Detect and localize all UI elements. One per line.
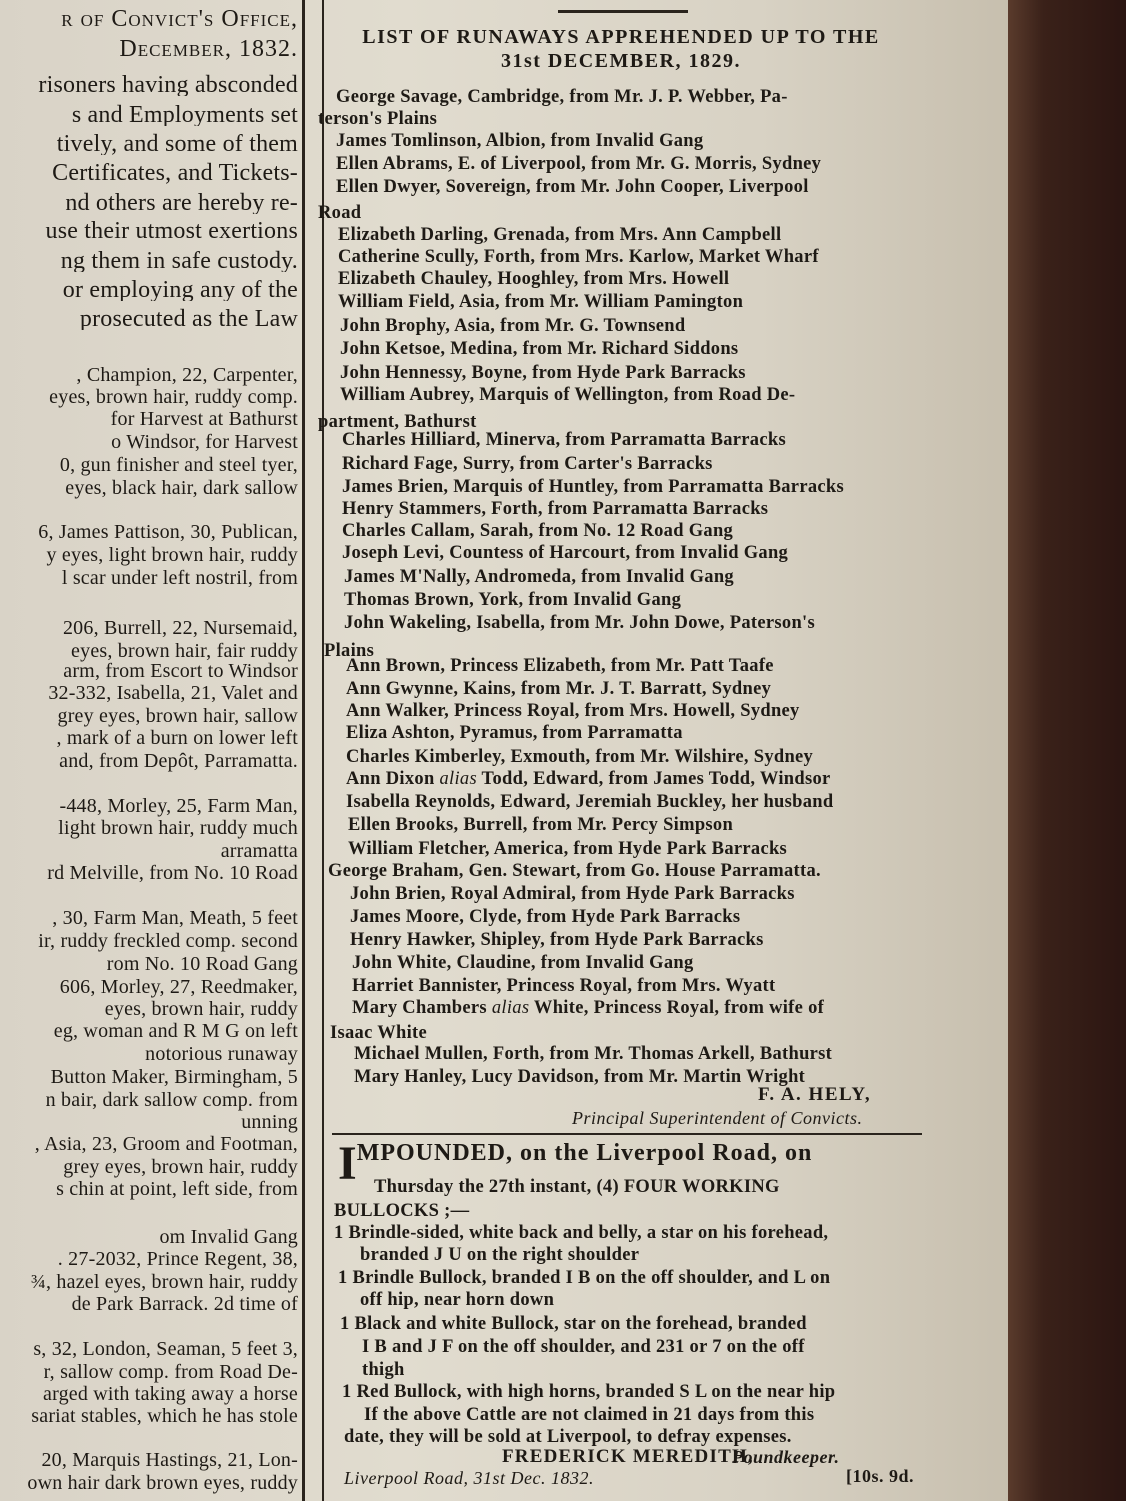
left-column-line: 0, gun finisher and steel tyer, (59, 454, 298, 476)
runaway-entry: Ann Walker, Princess Royal, from Mrs. Howell, Sydney (346, 701, 800, 721)
left-column-line: sariat stables, which he has stole (31, 1405, 298, 1427)
left-column-line: l scar under left nostril, from (61, 567, 298, 589)
impounded-line: I B and J F on the off shoulder, and 231 or 7 on the off (362, 1337, 805, 1357)
left-column-line: eyes, brown hair, ruddy (104, 998, 298, 1020)
runaway-entry: Catherine Scully, Forth, from Mrs. Karlow, Market Wharf (338, 247, 819, 267)
runaway-entry: Ellen Abrams, E. of Liverpool, from Mr. G. Morris, Sydney (336, 154, 822, 174)
left-column-line: 606, Morley, 27, Reedmaker, (59, 976, 298, 998)
left-column-line: use their utmost exertions (45, 220, 298, 242)
left-column-line: ir, ruddy freckled comp. second (38, 930, 298, 952)
left-column-line: eyes, brown hair, fair ruddy (71, 640, 298, 662)
right-column (318, 0, 924, 1501)
left-column-line: s, 32, London, Seaman, 5 feet 3, (33, 1338, 298, 1360)
runaway-entry: John Ketsoe, Medina, from Mr. Richard Siddons (340, 339, 739, 359)
place-date: Liverpool Road, 31st Dec. 1832. (344, 1468, 594, 1488)
runaway-entry: John Brien, Royal Admiral, from Hyde Park Barracks (350, 884, 795, 904)
runaway-entry: John Wakeling, Isabella, from Mr. John Dowe, Paterson's (344, 613, 815, 633)
runaway-entry: John Brophy, Asia, from Mr. G. Townsend (340, 316, 686, 336)
left-column-line: -448, Morley, 25, Farm Man, (59, 795, 298, 817)
left-column-line: prosecuted as the Law (79, 308, 298, 330)
runaway-entry: Mary Chambers alias White, Princess Royal, from wife of (352, 998, 825, 1018)
runaway-entry: Thomas Brown, York, from Invalid Gang (344, 590, 682, 610)
runaway-entry: Ellen Brooks, Burrell, from Mr. Percy Simpson (348, 815, 734, 835)
runaway-entry: Richard Fage, Surry, from Carter's Barracks (342, 454, 713, 474)
left-column-line: rom No. 10 Road Gang (106, 953, 298, 975)
runaway-entry: George Braham, Gen. Stewart, from Go. House Parramatta. (328, 861, 821, 881)
left-column-line: arm, from Escort to Windsor (63, 660, 298, 682)
runaway-entry: William Field, Asia, from Mr. William Pamington (338, 292, 744, 312)
left-column-line: light brown hair, ruddy much (58, 817, 298, 839)
runaway-entry: James M'Nally, Andromeda, from Invalid Gang (344, 567, 734, 587)
left-column-line: eyes, brown hair, ruddy comp. (49, 386, 298, 408)
runaway-entry: Eliza Ashton, Pyramus, from Parramatta (346, 723, 683, 743)
left-column-line: s and Employments set (71, 104, 298, 126)
poundkeeper-name: FREDERICK MEREDITH, (502, 1446, 754, 1467)
left-column-line: grey eyes, brown hair, ruddy (63, 1156, 298, 1178)
signature-title: Principal Superintendent of Convicts. (572, 1108, 863, 1128)
left-column-line: eyes, black hair, dark sallow (65, 477, 298, 499)
left-column-line: nd others are hereby re- (65, 192, 298, 214)
runaway-entry: Ellen Dwyer, Sovereign, from Mr. John Cooper, Liverpool (336, 177, 809, 197)
left-column-line: 20, Marquis Hastings, 21, Lon- (41, 1449, 298, 1471)
impounded-line: thigh (362, 1360, 405, 1380)
left-column-line: arramatta (220, 840, 298, 862)
left-column-line: Button Maker, Birmingham, 5 (50, 1066, 298, 1088)
runaway-entry: James Moore, Clyde, from Hyde Park Barracks (350, 907, 741, 927)
runaway-entry: John White, Claudine, from Invalid Gang (352, 953, 694, 973)
left-column-line: notorious runaway (145, 1043, 298, 1065)
left-column-line: December, 1832. (119, 38, 298, 60)
left-column-line: eg, woman and R M G on left (53, 1020, 298, 1042)
impounded-line: branded J U on the right shoulder (360, 1245, 640, 1265)
left-column-line: o Windsor, for Harvest (111, 431, 298, 453)
runaway-entry: Isaac White (330, 1023, 428, 1043)
runaway-entry: Michael Mullen, Forth, from Mr. Thomas Arkell, Bathurst (354, 1044, 833, 1064)
runaway-entry: Charles Kimberley, Exmouth, from Mr. Wilshire, Sydney (346, 747, 814, 767)
impounded-line: BULLOCKS ;— (334, 1201, 470, 1221)
runaway-entry: Mary Hanley, Lucy Davidson, from Mr. Martin Wright (354, 1067, 806, 1087)
left-column-line: , mark of a burn on lower left (56, 727, 298, 749)
runaways-date: 31st DECEMBER, 1829. (500, 50, 741, 72)
top-rule (558, 10, 688, 13)
left-column-line: om Invalid Gang (159, 1226, 298, 1248)
impounded-line: 1 Brindle Bullock, branded I B on the off shoulder, and L on (338, 1268, 831, 1288)
impounded-dropcap: I (338, 1137, 357, 1190)
left-column-line: r of Convict's Office, (61, 8, 298, 30)
runaway-entry: George Savage, Cambridge, from Mr. J. P. Webber, Pa- (336, 87, 788, 107)
left-column-line: arged with taking away a horse (43, 1383, 298, 1405)
runaway-entry: Charles Callam, Sarah, from No. 12 Road Gang (342, 521, 734, 541)
runaway-entry: Henry Hawker, Shipley, from Hyde Park Barracks (350, 930, 764, 950)
left-column-line: ¾, hazel eyes, brown hair, ruddy (30, 1271, 298, 1293)
runaway-entry: Ann Gwynne, Kains, from Mr. J. T. Barratt, Sydney (346, 679, 772, 699)
left-column-line: 206, Burrell, 22, Nursemaid, (62, 617, 298, 639)
left-column-absconded-notice (0, 0, 298, 1501)
poundkeeper-title: Poundkeeper. (732, 1447, 840, 1467)
left-column-line: Certificates, and Tickets- (52, 162, 298, 184)
column-divider (302, 0, 305, 1501)
runaway-entry: William Fletcher, America, from Hyde Park Barracks (348, 839, 788, 859)
left-column-line: ng them in safe custody. (60, 250, 298, 272)
impounded-line: Thursday the 27th instant, (4) FOUR WORKING (374, 1177, 780, 1197)
impounded-line: date, they will be sold at Liverpool, to defray expenses. (344, 1427, 792, 1447)
runaway-entry: Elizabeth Darling, Grenada, from Mrs. Ann Campbell (338, 225, 782, 245)
runaway-entry: Elizabeth Chauley, Hooghley, from Mrs. Howell (338, 269, 730, 289)
runaway-entry: Charles Hilliard, Minerva, from Parramatta Barracks (342, 430, 786, 450)
left-column-line: , 30, Farm Man, Meath, 5 feet (52, 907, 298, 929)
runaway-entry: terson's Plains (318, 109, 438, 129)
runaway-entry: Henry Stammers, Forth, from Parramatta Barracks (342, 499, 769, 519)
runaway-entry: partment, Bathurst (318, 412, 477, 432)
left-column-line: rd Melville, from No. 10 Road (47, 862, 298, 884)
impounded-line: 1 Brindle-sided, white back and belly, a star on his forehead, (334, 1223, 829, 1243)
runaway-entry: Plains (324, 641, 375, 661)
left-column-line: 32-332, Isabella, 21, Valet and (48, 682, 298, 704)
runaway-entry: Harriet Bannister, Princess Royal, from Mrs. Wyatt (352, 976, 776, 996)
impounded-heading-text: MPOUNDED, on the Liverpool Road, on (356, 1140, 813, 1166)
left-column-line: own hair dark brown eyes, ruddy (27, 1472, 298, 1494)
left-column-line: for Harvest at Bathurst (110, 408, 298, 430)
binding-edge (1008, 0, 1126, 1501)
runaway-entry: John Hennessy, Boyne, from Hyde Park Barracks (340, 363, 746, 383)
left-column-line: n bair, dark sallow comp. from (45, 1089, 298, 1111)
left-column-line: and, from Depôt, Parramatta. (59, 750, 298, 772)
runaway-entry: James Tomlinson, Albion, from Invalid Gang (336, 131, 704, 151)
signature-name: F. A. HELY, (758, 1084, 872, 1105)
left-column-line: , Asia, 23, Groom and Footman, (34, 1133, 298, 1155)
runaway-entry: James Brien, Marquis of Huntley, from Parramatta Barracks (342, 477, 844, 497)
left-column-line: grey eyes, brown hair, sallow (57, 705, 298, 727)
impounded-line: 1 Black and white Bullock, star on the forehead, branded (340, 1314, 807, 1334)
left-column-line: y eyes, light brown hair, ruddy (46, 544, 298, 566)
price: [10s. 9d. (846, 1466, 915, 1486)
runaway-entry: Isabella Reynolds, Edward, Jeremiah Buckley, her husband (346, 792, 834, 812)
left-column-line: , Champion, 22, Carpenter, (76, 364, 298, 386)
impounded-line: 1 Red Bullock, with high horns, branded S L on the near hip (342, 1382, 836, 1402)
runaway-entry: Joseph Levi, Countess of Harcourt, from Invalid Gang (342, 543, 789, 563)
runaway-entry: William Aubrey, Marquis of Wellington, from Road De- (340, 385, 796, 405)
left-column-line: unning (241, 1111, 298, 1133)
left-column-line: risoners having absconded (38, 74, 298, 96)
left-column-line: s chin at point, left side, from (56, 1178, 298, 1200)
left-column-line: . 27-2032, Prince Regent, 38, (57, 1248, 298, 1270)
runaways-title: LIST OF RUNAWAYS APPREHENDED UP TO THE (362, 26, 880, 48)
impounded-line: off hip, near horn down (360, 1290, 555, 1310)
left-column-line: or employing any of the (62, 279, 298, 301)
left-column-line: 6, James Pattison, 30, Publican, (38, 521, 298, 543)
section-rule (332, 1133, 922, 1135)
left-column-line: de Park Barrack. 2d time of (71, 1293, 298, 1315)
left-column-line: r, sallow comp. from Road De- (43, 1361, 298, 1383)
runaway-entry: Ann Dixon alias Todd, Edward, from James Todd, Windsor (346, 769, 831, 789)
impounded-line: If the above Cattle are not claimed in 21 days from this (364, 1405, 815, 1425)
runaway-entry: Road (318, 203, 362, 223)
runaway-entry: Ann Brown, Princess Elizabeth, from Mr. Patt Taafe (346, 656, 774, 676)
left-column-line: tively, and some of them (56, 133, 298, 155)
